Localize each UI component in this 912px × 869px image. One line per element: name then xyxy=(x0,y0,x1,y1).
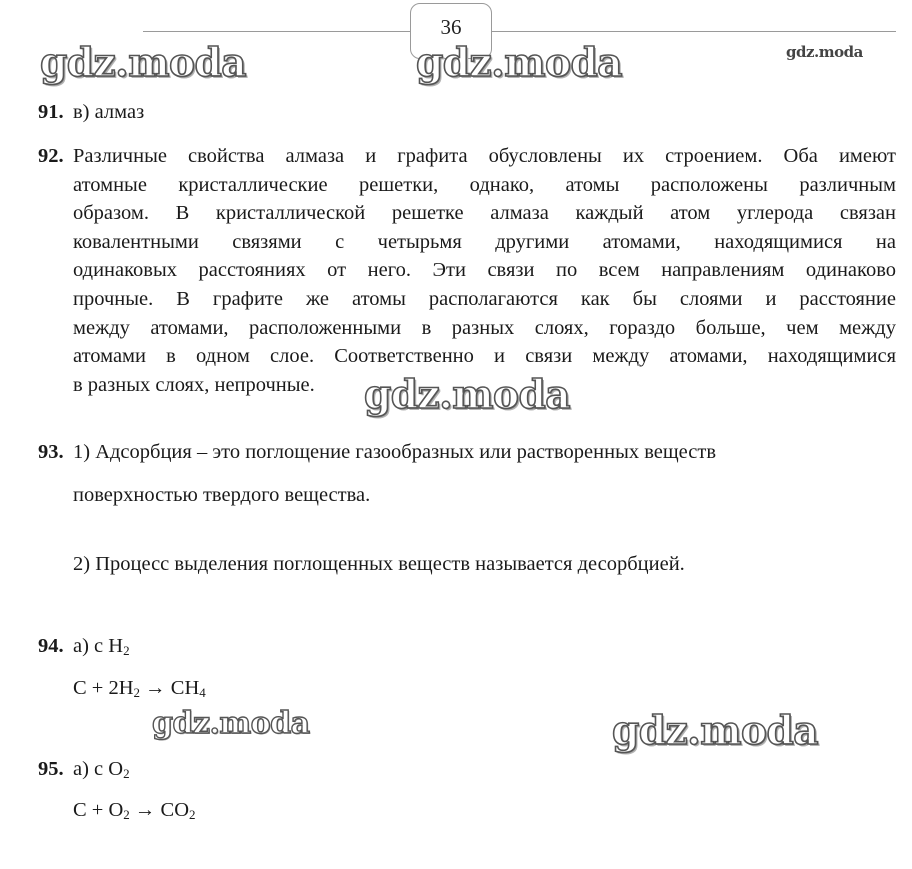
subscript: 2 xyxy=(133,685,141,700)
chemical-equation xyxy=(73,796,196,825)
equation-part: → CO xyxy=(129,799,190,821)
answer-paragraph xyxy=(73,142,896,399)
equation-part: C + O xyxy=(73,799,124,821)
watermark: gdz.moda xyxy=(786,43,863,61)
header-rule-right xyxy=(490,31,896,32)
answer-text: поверхностью твердого вещества. xyxy=(73,484,371,506)
answer-text: 1) Адсорбция – это поглощение газообразных или растворенных веществ xyxy=(73,441,717,463)
paragraph-line: в разных слоях, непрочные. xyxy=(73,373,315,396)
subscript: 2 xyxy=(123,643,130,658)
header-rule-left xyxy=(143,31,411,32)
subscript: 4 xyxy=(199,685,206,700)
paragraph-line: Различные свойства алмаза и графита обусловлены их строением. Оба имеют xyxy=(73,145,896,167)
watermark: gdz.moda xyxy=(612,708,819,754)
paragraph-line: образом. В кристаллической решетке алмаза каждый атом углерода связан xyxy=(73,202,896,225)
paragraph-line: ковалентными связями с четырьмя другими атомами, находящимися на xyxy=(73,230,896,253)
watermark: gdz.moda xyxy=(40,40,247,86)
answer-text: 2) Процесс выделения поглощенных веществ называется десорбцией. xyxy=(73,553,685,575)
equation-part: → CH xyxy=(140,677,200,699)
paragraph-line: между атомами, расположенными в разных слоях, гораздо больше, чем между xyxy=(73,316,896,339)
page-number: 36 xyxy=(410,3,492,59)
question-number: 95. xyxy=(38,758,64,780)
subscript: 2 xyxy=(189,807,196,822)
label-text: а) с H xyxy=(73,635,124,657)
subscript: 2 xyxy=(123,807,130,822)
answer-text: в) алмаз xyxy=(73,101,145,123)
chemical-equation xyxy=(73,674,206,703)
label-text: а) с O xyxy=(73,758,124,780)
question-number: 94. xyxy=(38,635,64,657)
watermark: gdz.moda xyxy=(416,40,623,86)
watermark: gdz.moda xyxy=(364,372,571,418)
watermark: gdz.moda xyxy=(152,706,310,741)
answer-label xyxy=(73,755,130,784)
equation-part: C + 2H xyxy=(73,677,134,699)
paragraph-line: атомные кристаллические решетки, однако, атомы расположены различным xyxy=(73,173,896,196)
paragraph-line: прочные. В графите же атомы располагаются как бы слоями и расстояние xyxy=(73,287,896,310)
answer-label xyxy=(73,632,130,661)
question-number: 92. xyxy=(38,145,64,167)
paragraph-line: одинаковых расстояниях от него. Эти связи по всем направлениям одинаково xyxy=(73,259,896,282)
paragraph-line: атомами в одном слое. Соответственно и связи между атомами, находящимися xyxy=(73,345,896,368)
question-number: 91. xyxy=(38,101,64,123)
subscript: 2 xyxy=(123,766,130,781)
question-number: 93. xyxy=(38,441,64,463)
